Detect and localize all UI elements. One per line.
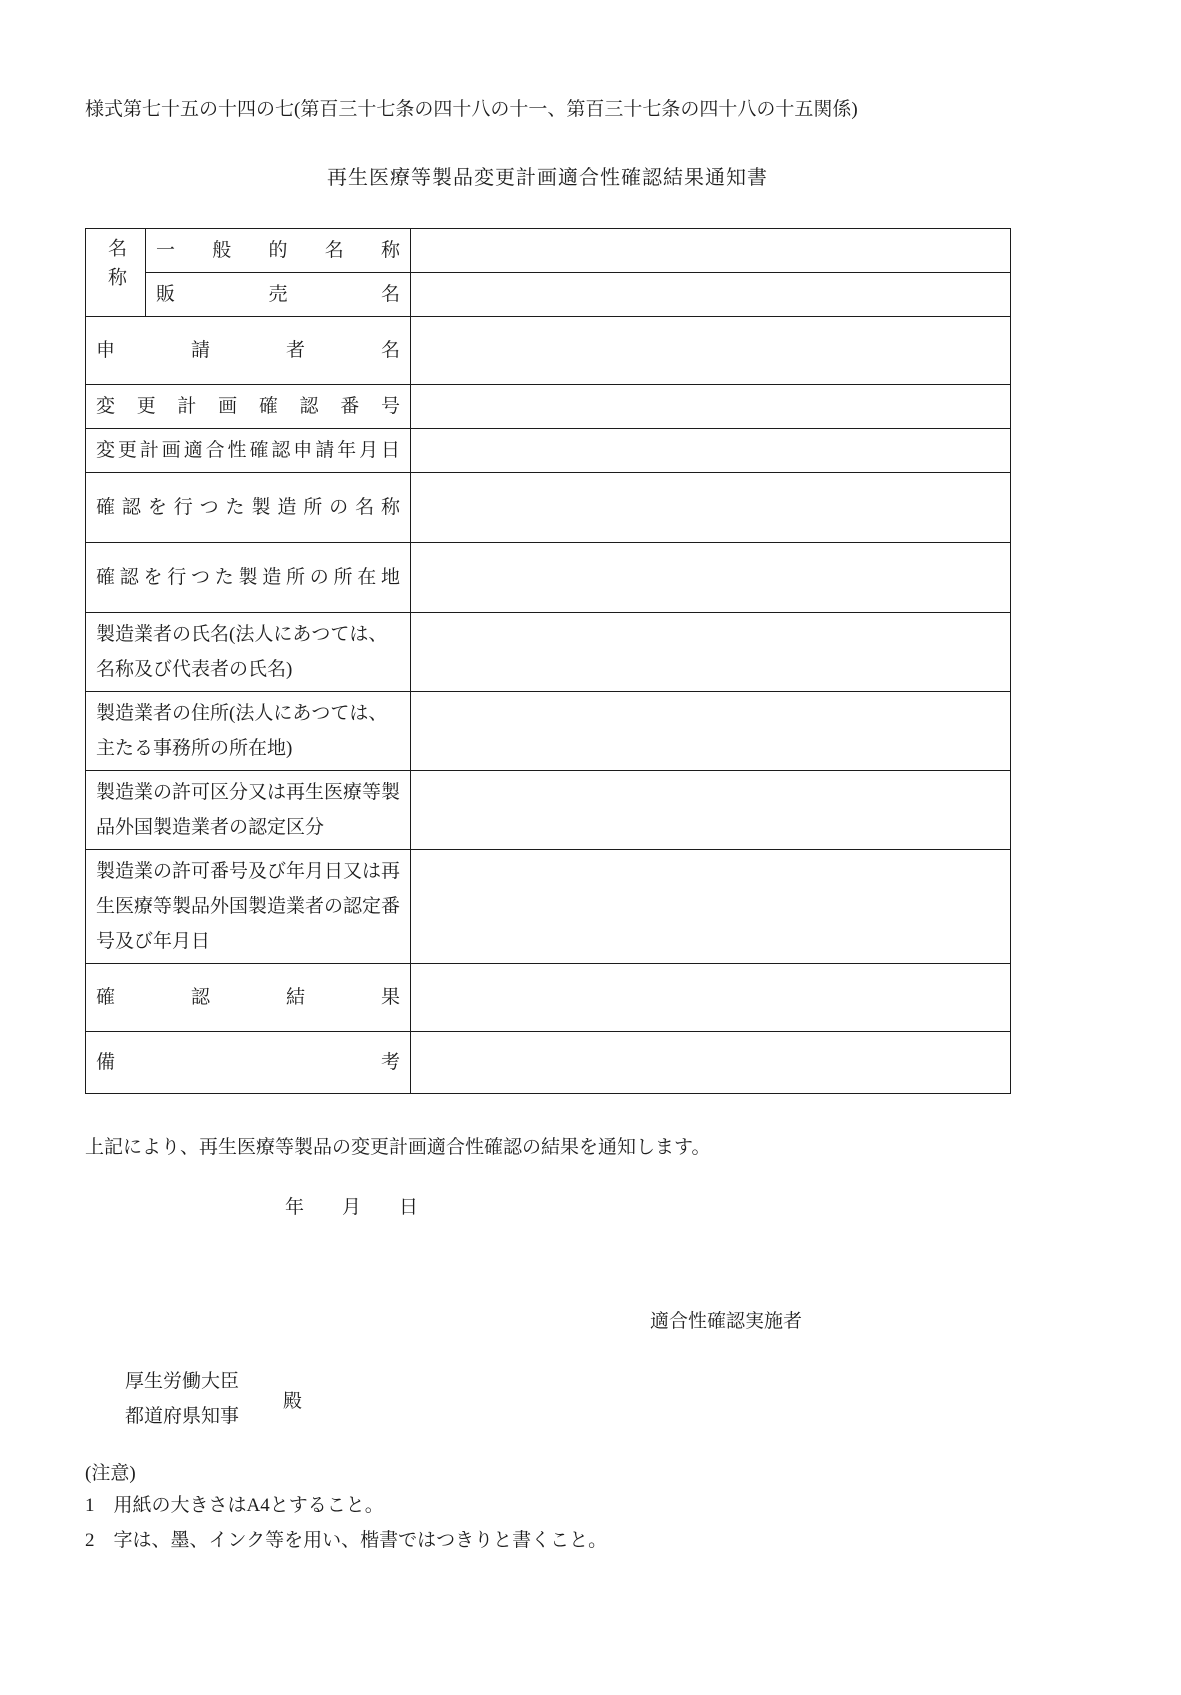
table-row-applicant-name — [86, 317, 1011, 385]
form-number-line: 様式第七十五の十四の七(第百三十七条の四十八の十一、第百三十七条の四十八の十五関係) — [85, 99, 858, 120]
table-row-change-plan-number — [86, 385, 1011, 429]
table-row-application-date — [86, 429, 1011, 473]
table-row-manufacturer-address — [86, 692, 1011, 771]
label-license-category: 製造業の許可区分又は再生医療等製品外国製造業者の認定区分 — [86, 771, 411, 850]
table-row-remarks — [86, 1032, 1011, 1094]
name-group-cell — [86, 229, 146, 317]
value-license-number — [411, 850, 1011, 964]
value-manufacturer-address — [411, 692, 1011, 771]
label-application-date: 変更計画適合性確認申請年月日 — [86, 429, 411, 473]
notes-title: (注意) — [85, 1463, 136, 1484]
value-applicant-name — [411, 317, 1011, 385]
label-manufacturer-address: 製造業者の住所(法人にあつては、主たる事務所の所在地) — [86, 692, 411, 771]
table-row-confirmation-result — [86, 964, 1011, 1032]
value-application-date — [411, 429, 1011, 473]
addressee-honorific: 殿 — [283, 1390, 303, 1412]
value-confirmation-result — [411, 964, 1011, 1032]
note-writing-instructions: 2 字は、墨、インク等を用い、楷書ではつきりと書くこと。 — [85, 1530, 608, 1551]
date-line: 年 月 日 — [285, 1197, 419, 1218]
value-general-name — [411, 229, 1011, 273]
value-remarks — [411, 1032, 1011, 1094]
label-brand-name: 販売名 — [146, 273, 411, 317]
form-table — [85, 228, 1011, 1094]
document-title: 再生医療等製品変更計画適合性確認結果通知書 — [327, 167, 768, 189]
value-factory-address — [411, 543, 1011, 613]
label-remarks: 備考 — [86, 1032, 411, 1094]
table-row-license-category — [86, 771, 1011, 850]
label-factory-address: 確認を行つた製造所の所在地 — [86, 543, 411, 613]
label-general-name: 一般的名称 — [146, 229, 411, 273]
value-brand-name — [411, 273, 1011, 317]
notice-sentence: 上記により、再生医療等製品の変更計画適合性確認の結果を通知します。 — [85, 1137, 711, 1158]
table-row-brand-name — [86, 273, 1011, 317]
value-manufacturer-name — [411, 613, 1011, 692]
table-row-factory-name — [86, 473, 1011, 543]
addressee-block — [125, 1364, 1010, 1434]
table-row-general-name — [86, 229, 1011, 273]
name-group-label: 名称 — [105, 237, 126, 296]
addressee-prefectural-governor: 都道府県知事 — [125, 1406, 240, 1427]
note-paper-size: 1 用紙の大きさはA4とすること。 — [85, 1495, 384, 1516]
label-manufacturer-name: 製造業者の氏名(法人にあつては、名称及び代表者の氏名) — [86, 613, 411, 692]
addressee-lines — [125, 1364, 239, 1434]
table-row-factory-address — [86, 543, 1011, 613]
value-factory-name — [411, 473, 1011, 543]
label-confirmation-result: 確認結果 — [86, 964, 411, 1032]
label-applicant-name: 申請者名 — [86, 317, 411, 385]
table-row-manufacturer-name — [86, 613, 1011, 692]
label-factory-name: 確認を行つた製造所の名称 — [86, 473, 411, 543]
table-row-license-number — [86, 850, 1011, 964]
addressee-mhlw-minister: 厚生労働大臣 — [125, 1371, 240, 1392]
confirmer-label: 適合性確認実施者 — [650, 1311, 803, 1332]
value-license-category — [411, 771, 1011, 850]
label-license-number: 製造業の許可番号及び年月日又は再生医療等製品外国製造業者の認定番号及び年月日 — [86, 850, 411, 964]
value-change-plan-number — [411, 385, 1011, 429]
label-change-plan-number: 変更計画確認番号 — [86, 385, 411, 429]
